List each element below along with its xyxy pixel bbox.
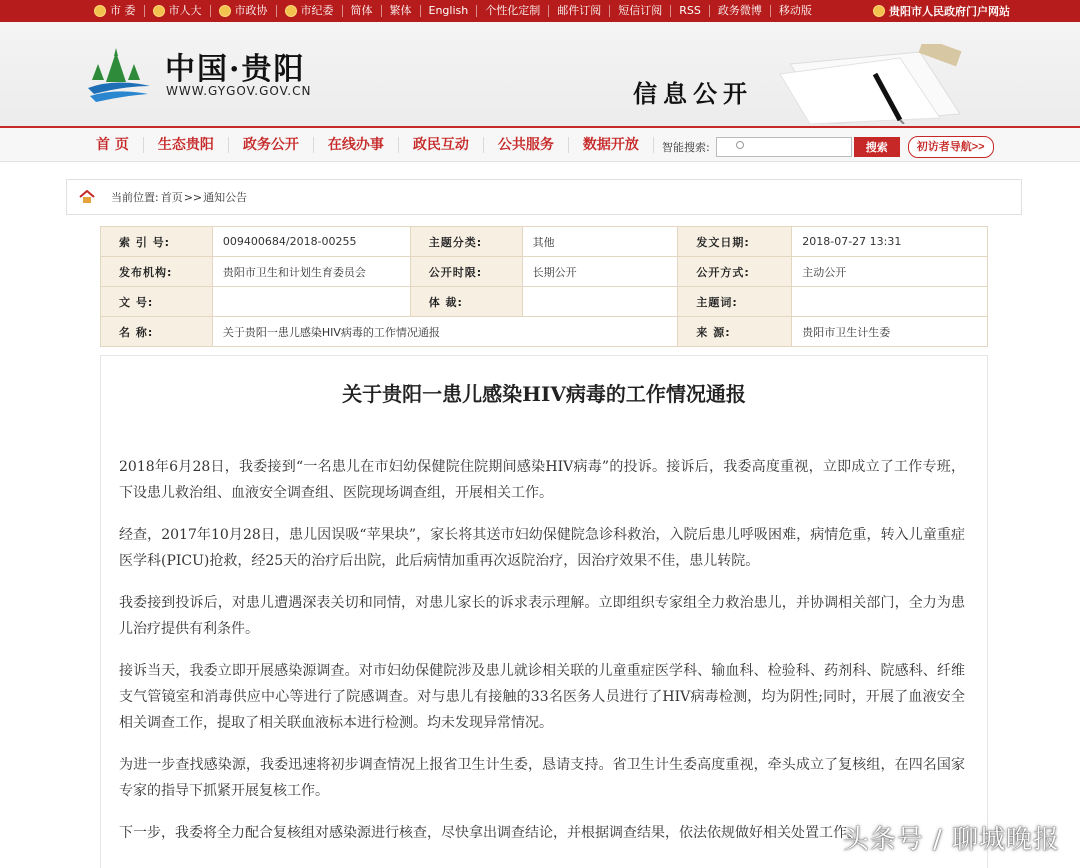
visitor-guide-button[interactable]: 初访者导航>> (908, 136, 994, 158)
article-body (119, 454, 965, 862)
search-area (662, 136, 994, 158)
index-label: 索 引 号: (101, 227, 213, 257)
search-label: 智能搜索: (662, 141, 710, 154)
topbar-link-rss[interactable]: RSS (671, 5, 710, 17)
topbar-link-discipline[interactable]: 市纪委 (277, 5, 343, 17)
source-label: 来 源: (678, 317, 792, 347)
search-button[interactable]: 搜索 (854, 137, 900, 157)
topbar-link-npc[interactable]: 市人大 (145, 5, 211, 17)
keywords-value (792, 287, 988, 317)
site-logo-icon[interactable] (84, 42, 154, 104)
topbar-link-sms-subscribe[interactable]: 短信订阅 (610, 5, 671, 17)
nav-item-interaction[interactable]: 政民互动 (399, 137, 484, 153)
topbar-link-personalize[interactable]: 个性化定制 (477, 5, 549, 17)
cppcc-emblem-icon (219, 5, 231, 17)
source-value: 贵阳市卫生计生委 (792, 317, 988, 347)
disclosure-method-label: 公开方式: (678, 257, 792, 287)
site-url: WWW.GYGOV.GOV.CN (166, 84, 312, 98)
topbar-link-english[interactable]: English (421, 5, 478, 17)
article-paragraph: 接诉当天，我委立即开展感染源调查。对市妇幼保健院涉及患儿就诊相关联的儿童重症医学科、输血科、检验科、药剂科、院感科、纤维支气管镜室和消毒供应中心等进行了院感调查。对与患儿有接触的33名医务人员进行了HIV病毒检测，均为阴性;同时，开展了血液安全相关调查工作，提取了相关联血液标本进行检测。均未发现异常情况。 (119, 663, 965, 731)
nav-item-public-services[interactable]: 公共服务 (484, 137, 569, 153)
breadcrumb-separator: >> (183, 190, 203, 204)
category-value: 其他 (522, 227, 678, 257)
home-icon[interactable] (79, 190, 95, 204)
name-label: 名 称: (101, 317, 213, 347)
genre-label: 体 裁: (410, 287, 522, 317)
top-bar (0, 0, 1080, 22)
watermark: 头条号 / 聊城晚报 (842, 825, 1060, 855)
breadcrumb-home[interactable]: 首页 (160, 191, 183, 204)
topbar-link-municipal-committee[interactable]: 市 委 (86, 5, 145, 17)
article-paragraph: 为进一步查找感染源，我委迅速将初步调查情况上报省卫生计生委，恳请支持。省卫生计生委高度重视，牵头成立了复核组，在四名国家专家的指导下抓紧开展复核工作。 (119, 757, 965, 799)
topbar-link-weibo[interactable]: 政务微博 (710, 5, 771, 17)
keywords-label: 主题词: (678, 287, 792, 317)
breadcrumb-label: 当前位置: (111, 191, 159, 204)
national-emblem-icon (873, 5, 885, 17)
genre-value (522, 287, 678, 317)
article-paragraph: 经查，2017年10月28日，患儿因误吸“苹果块”，家长将其送市妇幼保健院急诊科救治，入院后患儿呼吸困难，病情危重，转入儿童重症医学科(PICU)抢救，经25天的治疗后出院，此后病情加重再次返院治疗，因治疗效果不佳，患儿转院。 (119, 527, 965, 569)
search-icon (736, 141, 744, 149)
info-row (101, 227, 988, 257)
document-info-table (100, 226, 988, 347)
disclosure-period-label: 公开时限: (410, 257, 522, 287)
party-emblem-icon (94, 5, 106, 17)
disclosure-period-value: 长期公开 (522, 257, 678, 287)
issue-date-value: 2018-07-27 13:31 (792, 227, 988, 257)
party-emblem-icon (285, 5, 297, 17)
nav-item-gov-affairs[interactable]: 政务公开 (229, 137, 314, 153)
doc-number-label: 文 号: (101, 287, 213, 317)
main-nav (0, 126, 1080, 162)
article-paragraph: 下一步，我委将全力配合复核组对感染源进行核查，尽快拿出调查结论，并根据调查结果，依法依规做好相关处置工作。 (119, 825, 861, 841)
topbar-link-email-subscribe[interactable]: 邮件订阅 (549, 5, 610, 17)
nav-item-home[interactable]: 首 页 (82, 137, 144, 153)
name-value: 关于贵阳一患儿感染HIV病毒的工作情况通报 (212, 317, 677, 347)
info-row (101, 257, 988, 287)
category-label: 主题分类: (410, 227, 522, 257)
topbar-link-mobile[interactable]: 移动版 (778, 4, 812, 17)
banner-title: 信息公开 (633, 79, 753, 108)
disclosure-method-value: 主动公开 (792, 257, 988, 287)
nav-item-online-services[interactable]: 在线办事 (314, 137, 399, 153)
site-title: 中国·贵阳 (165, 52, 306, 87)
info-row (101, 287, 988, 317)
emblem-icon (153, 5, 165, 17)
nav-item-open-data[interactable]: 数据开放 (569, 137, 654, 153)
topbar-link-simplified[interactable]: 简体 (343, 5, 382, 17)
topbar-link-traditional[interactable]: 繁体 (382, 5, 421, 17)
paper-pen-image (770, 44, 970, 124)
topbar-link-cppcc[interactable]: 市政协 (211, 5, 277, 17)
index-value: 009400684/2018-00255 (212, 227, 410, 257)
article-paragraph: 2018年6月28日，我委接到“一名患儿在市妇幼保健院住院期间感染HIV病毒”的投诉。接诉后，我委高度重视，立即成立了工作专班，下设患儿救治组、血液安全调查组、医院现场调查组，开展相关工作。 (119, 459, 965, 501)
site-header (0, 22, 1080, 126)
nav-item-eco[interactable]: 生态贵阳 (144, 137, 229, 153)
breadcrumb (66, 179, 1022, 215)
issue-date-label: 发文日期: (678, 227, 792, 257)
breadcrumb-current[interactable]: 通知公告 (203, 191, 248, 204)
doc-number-value (212, 287, 410, 317)
info-row (101, 317, 988, 347)
portal-link[interactable]: 贵阳市人民政府门户网站 (873, 0, 1010, 22)
article (100, 355, 988, 868)
publisher-value: 贵阳市卫生和计划生育委员会 (212, 257, 410, 287)
article-title: 关于贵阳一患儿感染HIV病毒的工作情况通报 (342, 382, 746, 406)
article-paragraph: 我委接到投诉后，对患儿遭遇深表关切和同情，对患儿家长的诉求表示理解。立即组织专家组全力救治患儿，并协调相关部门，全力为患儿治疗提供有利条件。 (119, 595, 965, 637)
publisher-label: 发布机构: (101, 257, 213, 287)
